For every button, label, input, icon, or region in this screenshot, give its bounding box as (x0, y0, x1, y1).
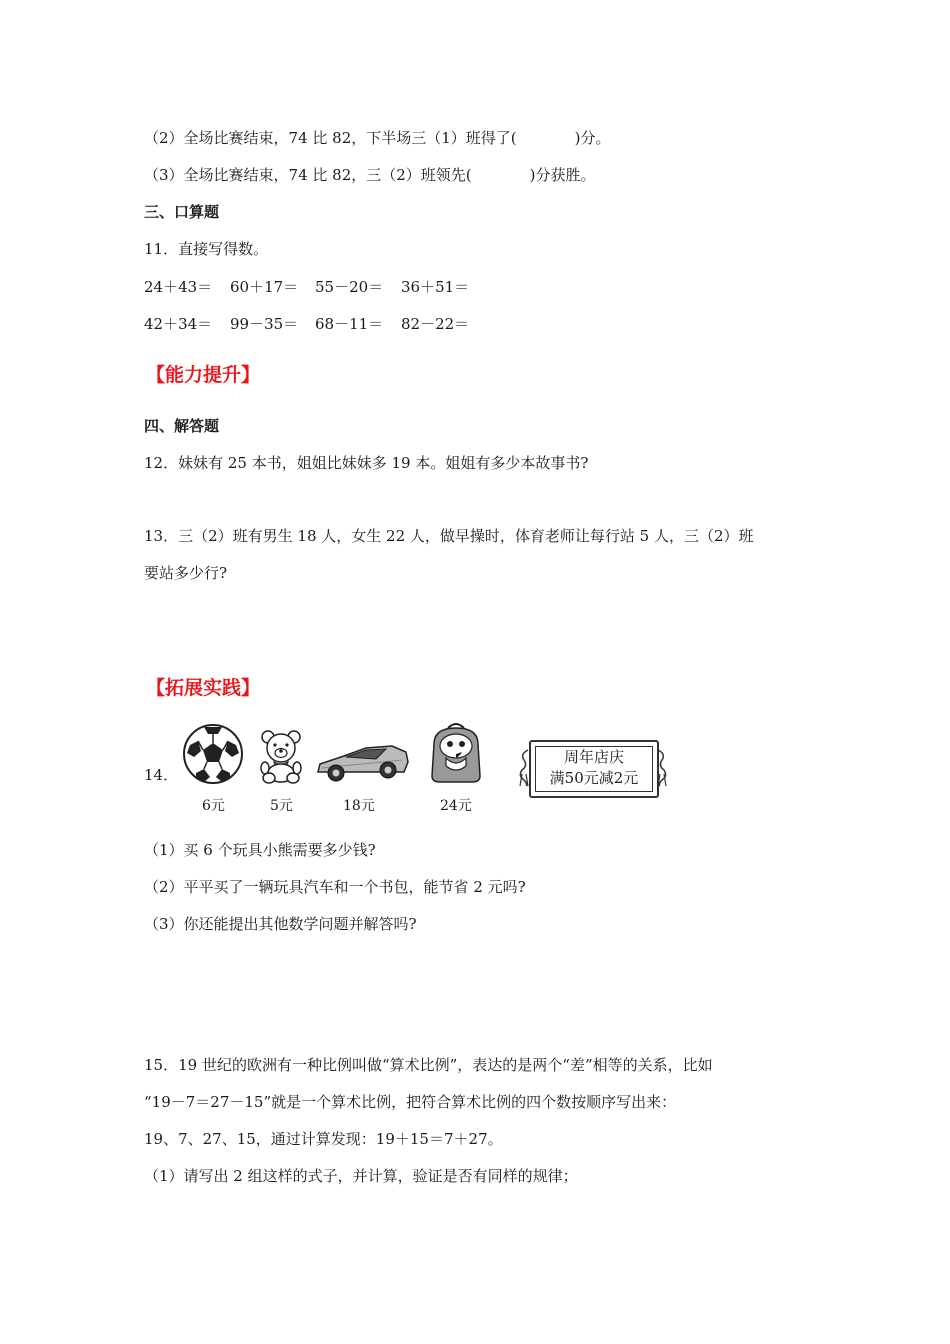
calc-item: 68－11＝ (315, 315, 384, 333)
calc-item: 60＋17＝ (230, 278, 299, 296)
question-15-line1: 15．19 世纪的欧洲有一种比例叫做“算术比例”，表达的是两个“差”相等的关系，比如 (144, 1056, 713, 1074)
calc-item: 82－22＝ (401, 315, 470, 333)
calc-item: 36＋51＝ (401, 278, 470, 296)
q15-sub1: （1）请写出 2 组这样的式子，并计算，验证是否有同样的规律； (144, 1167, 578, 1185)
question-14-number: 14． (144, 766, 179, 784)
section-title: 三、口算题 (144, 203, 220, 221)
section-title: 四、解答题 (144, 417, 220, 435)
price-label: 24元 (440, 798, 472, 814)
price-label: 6元 (202, 798, 225, 814)
calc-item: 55－20＝ (315, 278, 384, 296)
question-11-text: 11．直接写得数。 (144, 240, 269, 258)
teddy-bear-icon (256, 728, 306, 784)
sign-line2: 满50元减2元 (549, 769, 639, 787)
question-13-line2: 要站多少行? (144, 564, 228, 582)
heading-practice: 【拓展实践】 (146, 677, 261, 699)
toy-car-icon (314, 742, 410, 784)
q10-sub2: （2）全场比赛结束，74 比 82，下半场三（1）班得了( )分。 (144, 129, 611, 147)
q14-sub2: （2）平平买了一辆玩具汽车和一个书包，能节省 2 元吗? (144, 878, 526, 896)
price-label: 18元 (343, 798, 375, 814)
calc-item: 99－35＝ (230, 315, 299, 333)
price-label: 5元 (270, 798, 293, 814)
q10-sub3: （3）全场比赛结束，74 比 82，三（2）班领先( )分获胜。 (144, 166, 596, 184)
sign-line1: 周年店庆 (563, 748, 624, 766)
sign-frame (529, 740, 659, 798)
calc-item: 42＋34＝ (144, 315, 213, 333)
question-12-text: 12．妹妹有 25 本书，姐姐比妹妹多 19 本。姐姐有多少本故事书? (144, 454, 589, 472)
sign-inner (535, 746, 653, 792)
question-15-line2: “19－7＝27－15”就是一个算术比例，把符合算术比例的四个数按顺序写出来： (144, 1093, 677, 1111)
q14-sub1: （1）买 6 个玩具小熊需要多少钱? (144, 841, 376, 859)
question-13-line1: 13．三（2）班有男生 18 人，女生 22 人，做早操时，体育老师让每行站 5 人，三（2）班 (144, 527, 754, 545)
heading-ability: 【能力提升】 (146, 364, 261, 386)
calc-item: 24＋43＝ (144, 278, 213, 296)
soccer-ball-icon (182, 723, 244, 785)
backpack-icon (426, 722, 486, 784)
q14-sub3: （3）你还能提出其他数学问题并解答吗? (144, 915, 417, 933)
question-15-line3: 19、7、27、15，通过计算发现：19＋15＝7＋27。 (144, 1130, 503, 1148)
